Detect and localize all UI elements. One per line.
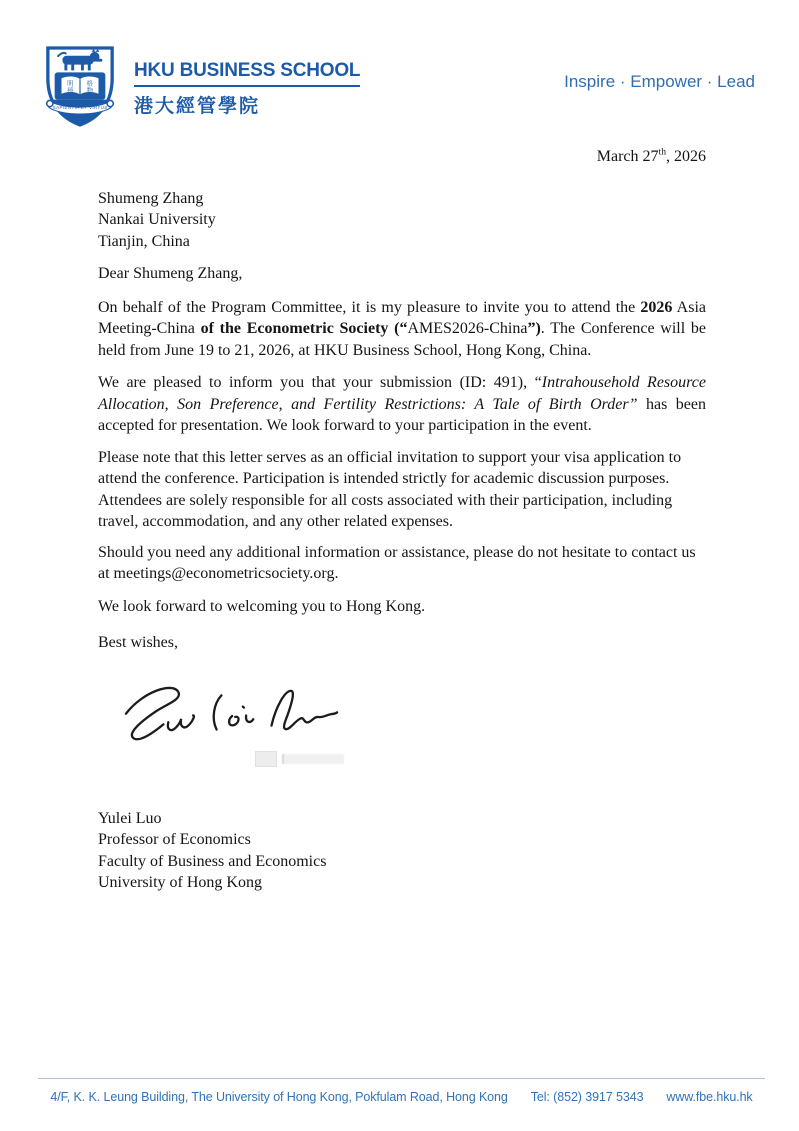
paragraph-segment: has been accepted for presentation. We look forward to your participation in the event. — [98, 395, 707, 434]
paragraph-welcome: We look forward to welcoming you to Hong Kong. — [98, 597, 426, 615]
footer-address: 4/F, K. K. Leung Building, The University of Hong Kong, Pokfulam Road, Hong Kong — [50, 1090, 508, 1104]
recipient-location: Tianjin, China — [98, 232, 190, 250]
signatory-name: Yulei Luo — [98, 809, 162, 827]
page-footer — [38, 1078, 765, 1104]
letterhead — [42, 45, 755, 133]
book-char: 格 — [86, 80, 93, 88]
recipient-institution: Nankai University — [98, 211, 216, 228]
date-suffix: , 2026 — [666, 148, 706, 165]
paragraph-segment: Asia Meeting-China — [98, 298, 706, 337]
signatory-block — [98, 808, 706, 894]
school-name-chinese: 港大經管學院 — [134, 96, 261, 117]
crest-motto: SAPIENTIA ET VIRTUS — [52, 104, 108, 110]
footer-website: www.fbe.hku.hk — [666, 1090, 753, 1104]
hku-crest-icon — [42, 45, 118, 133]
paragraph-visa-note: Please note that this letter serves as an official invitation to support your visa application to attend the conference. Participation is intended strictly for academic discussion purposes. Attendees are solely responsible for all costs associated with their participation, including travel, accommodation, and any other related expenses. — [98, 448, 682, 530]
paragraph-invitation — [98, 297, 706, 362]
paragraph-segment: . The Conference will be held from June 19 to 21, 2026, at HKU Business School, Hong Kong, China. — [98, 320, 707, 359]
school-name-english: HKU BUSINESS SCHOOL — [134, 60, 360, 87]
letter-body — [98, 146, 706, 894]
salutation: Dear Shumeng Zhang, — [98, 265, 243, 282]
school-tagline: Inspire · Empower · Lead — [564, 72, 755, 91]
handwritten-signature — [115, 675, 349, 747]
paragraph-segment: AMES2026-China — [407, 320, 528, 337]
paragraph-segment: We are pleased to inform you that your submission (ID: 491), “ — [98, 374, 542, 391]
paper-title-italic: Intrahousehold Resource Allocation, Son Preference, and Fertility Restrictions: A Tale of Birth Order” — [98, 374, 706, 413]
paragraph-segment-bold: ”) — [527, 320, 541, 337]
paragraph-segment: On behalf of the Program Committee, it is my pleasure to invite you to attend the — [98, 298, 641, 316]
date-prefix: March 27 — [596, 148, 659, 165]
recipient-block — [98, 188, 706, 253]
faded-stamp-text — [282, 754, 344, 764]
closing-line: Best wishes, — [98, 634, 178, 651]
recipient-name: Shumeng Zhang — [98, 189, 204, 207]
date-superscript: th — [658, 146, 666, 158]
book-char: 德 — [67, 87, 74, 95]
faded-stamp — [255, 751, 277, 767]
paragraph-contact: Should you need any additional information or assistance, please do not hesitate to contact us at meetings@econometricsociety.org. — [98, 543, 696, 582]
footer-telephone: Tel: (852) 3917 5343 — [530, 1090, 644, 1104]
letter-date — [98, 146, 706, 168]
signatory-faculty: Faculty of Business and Economics — [98, 852, 327, 870]
signature-area — [98, 678, 706, 790]
signatory-university: University of Hong Kong — [98, 874, 262, 891]
paragraph-segment-bold: 2026 — [640, 298, 673, 316]
signatory-title: Professor of Economics — [98, 831, 251, 848]
paragraph-segment-bold: of the Econometric Society (“ — [200, 320, 408, 337]
book-char: 物 — [86, 87, 93, 95]
book-char: 明 — [67, 80, 74, 88]
paragraph-acceptance — [98, 372, 706, 437]
school-wordmark — [134, 60, 360, 118]
